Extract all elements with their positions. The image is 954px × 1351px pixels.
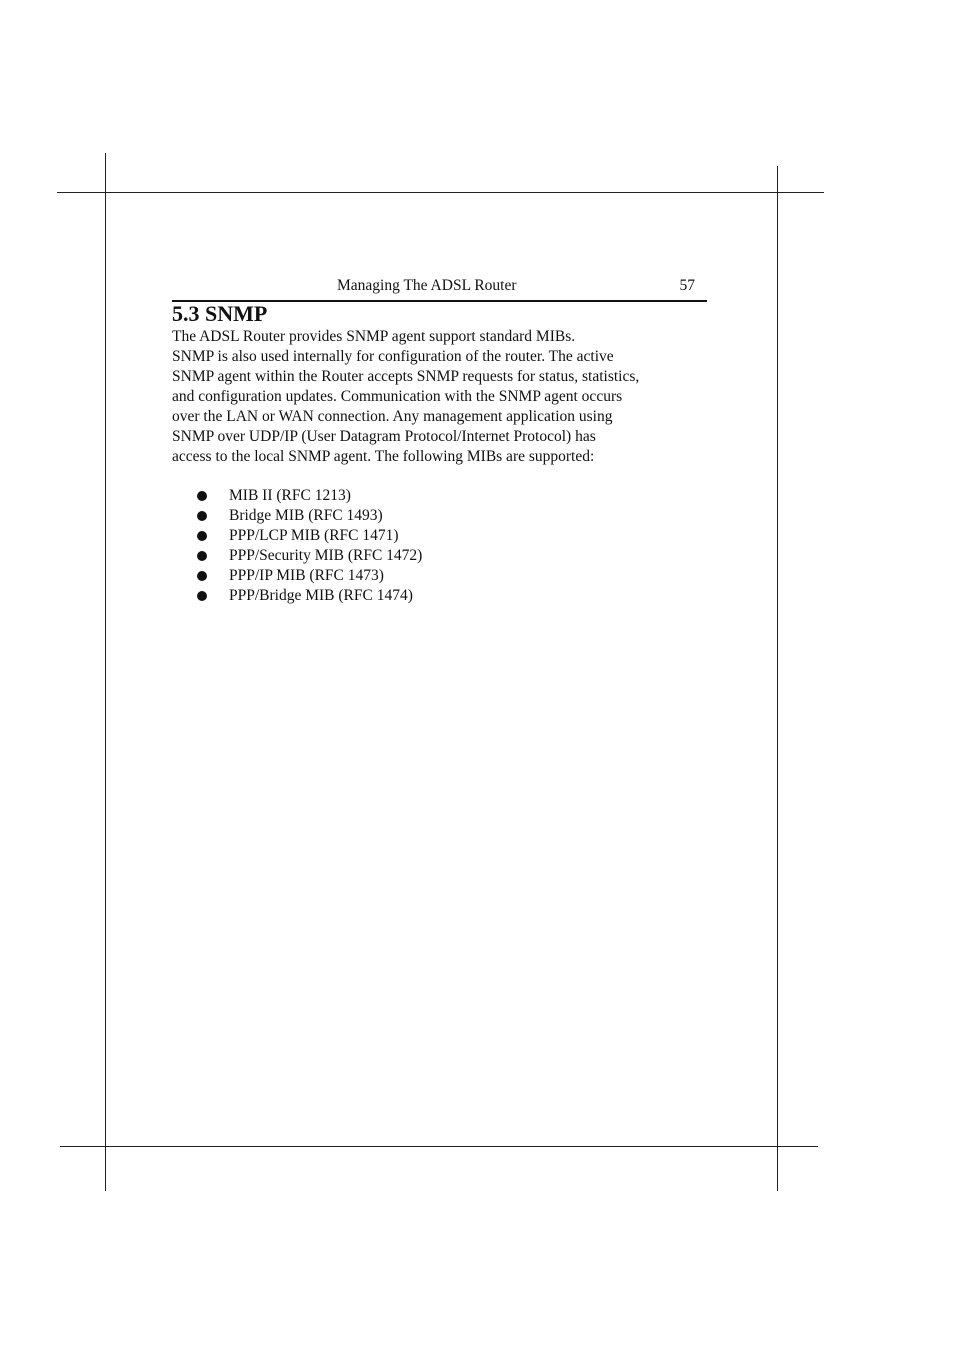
trim-line-left	[105, 153, 106, 1191]
page-number: 57	[679, 277, 695, 294]
list-item	[172, 506, 422, 526]
header-title: Managing The ADSL Router	[337, 277, 517, 294]
list-item-label: PPP/LCP MIB (RFC 1471)	[229, 527, 399, 544]
body-paragraph: The ADSL Router provides SNMP agent support standard MIBs. SNMP is also used internally for configuration of the router. The active SNMP agent within the Router accepts SNMP requests for status, statistics, and configuration updates. Communication with the SNMP agent occurs over the LAN or WAN connection. Any management application using SNMP over UDP/IP (User Datagram Protocol/Internet Protocol) has access to the local SNMP agent. The following MIBs are supported:	[172, 328, 640, 465]
bullet-icon	[197, 571, 207, 581]
list-item	[172, 526, 422, 546]
list-item	[172, 586, 422, 606]
bullet-icon	[197, 511, 207, 521]
section-heading: 5.3 SNMP	[172, 301, 268, 326]
trim-line-bottom	[60, 1146, 818, 1147]
bullet-icon	[197, 491, 207, 501]
trim-line-top	[57, 192, 824, 193]
list-item	[172, 486, 422, 506]
list-item	[172, 566, 422, 586]
list-item-label: PPP/IP MIB (RFC 1473)	[229, 567, 384, 584]
list-item-label: PPP/Security MIB (RFC 1472)	[229, 547, 423, 564]
bullet-icon	[197, 551, 207, 561]
mib-list	[172, 486, 422, 606]
trim-line-right	[777, 166, 778, 1191]
bullet-icon	[197, 591, 207, 601]
list-item-label: Bridge MIB (RFC 1493)	[229, 507, 383, 524]
list-item-label: PPP/Bridge MIB (RFC 1474)	[229, 587, 413, 604]
list-item	[172, 546, 422, 566]
bullet-icon	[197, 531, 207, 541]
list-item-label: MIB II (RFC 1213)	[229, 487, 351, 504]
running-header	[172, 276, 707, 302]
